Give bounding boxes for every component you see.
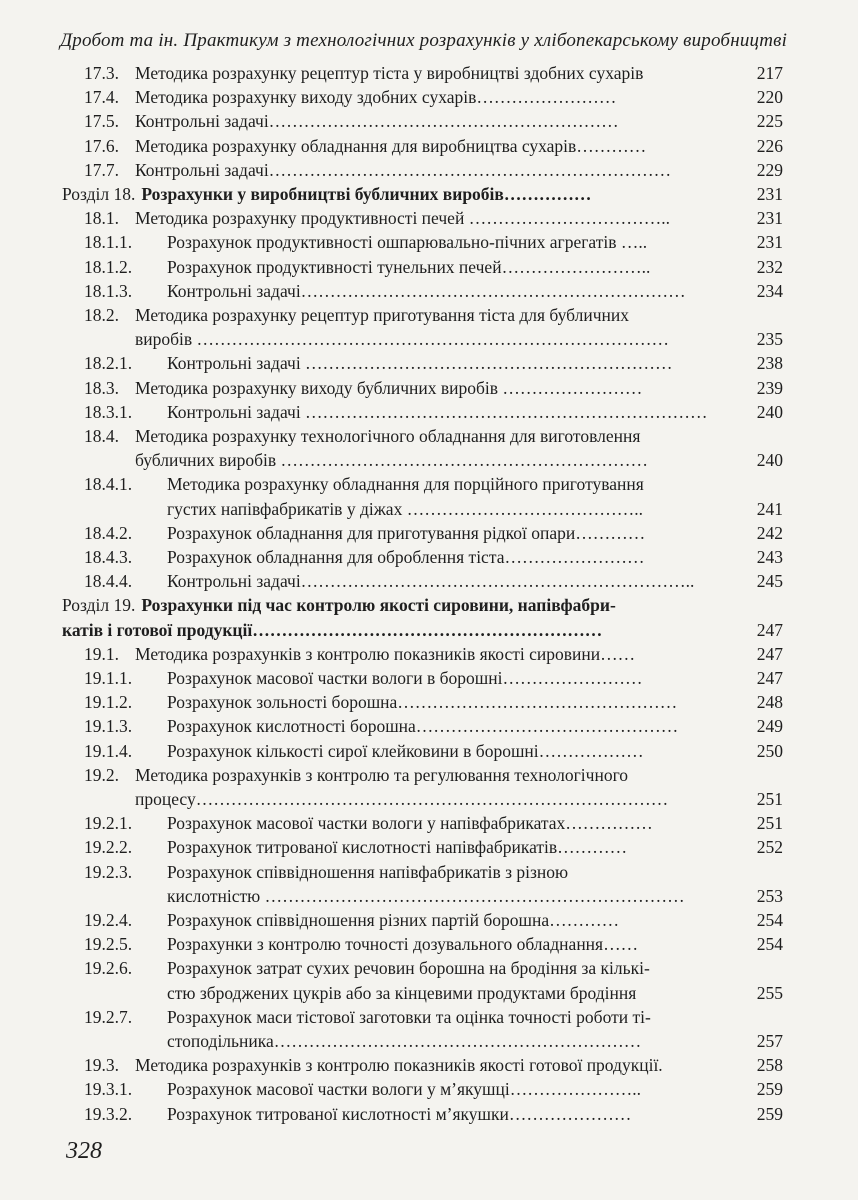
toc-entry-title: Методика розрахунку виходу здобних сухарів…………………… <box>135 87 617 108</box>
running-header: Дробот та ін. Практикум з технологічних розрахунків у хлібопекарському виробництві <box>60 30 788 51</box>
toc-entry-page: 245 <box>756 571 783 592</box>
toc-entry <box>84 135 770 157</box>
toc-entry-page: 250 <box>756 740 783 761</box>
toc-entry-title: Розрахунок обладнання для оброблення тіста…………………… <box>167 547 645 567</box>
toc-entry <box>84 86 770 108</box>
toc-entry <box>84 352 770 374</box>
toc-entry-number: Розділ 18. <box>62 184 136 204</box>
toc-entry-number: 17.4. <box>84 87 119 108</box>
toc-entry <box>84 425 770 447</box>
toc-entry-number: 18.1. <box>84 208 119 229</box>
toc-entry-title: Розрахунок продуктивності тунельних печей…………………….. <box>167 256 651 277</box>
toc-entry <box>84 231 770 253</box>
toc-entry-number: 19.1.3. <box>84 716 133 737</box>
toc-entry-number: 18.2. <box>84 305 119 325</box>
toc-entry <box>84 473 770 495</box>
toc-entry-page: 258 <box>756 1055 783 1076</box>
toc-entry-title: Контрольні задачі………………………………………………………….. <box>167 571 695 592</box>
toc-entry <box>84 715 770 737</box>
toc-entry-title: Методика розрахунку рецептур тіста у виробництві здобних сухарів <box>135 63 644 83</box>
toc-entry-page: 252 <box>756 837 783 858</box>
toc-entry-number: 18.4.3. <box>84 547 133 567</box>
toc-entry-number: 19.3.1. <box>84 1079 133 1100</box>
toc-entry-page: 231 <box>756 232 783 253</box>
toc-entry-page: 235 <box>756 329 783 350</box>
toc-entry <box>84 812 770 834</box>
toc-entry-number: 18.1.1. <box>84 232 133 253</box>
toc-entry-page: 217 <box>756 63 783 83</box>
toc-entry-number: 18.4.2. <box>84 522 133 543</box>
toc-entry-title: Розрахунки під час контролю якості сировини, напівфабри- <box>141 595 616 616</box>
toc-entry <box>84 1103 770 1125</box>
toc-entry <box>84 740 770 762</box>
toc-entry-page: 242 <box>756 522 783 543</box>
toc-entry-title: Розрахунок масової частки вологи у м’якушці………………….. <box>167 1079 641 1100</box>
toc-entry-number: 19.1.4. <box>84 740 133 761</box>
toc-entry-number: 18.3. <box>84 377 119 398</box>
toc-entry <box>84 861 770 883</box>
page-number: 328 <box>66 1138 102 1164</box>
toc-entry-continuation: кислотністю ……………………………………………………………… <box>167 885 685 906</box>
toc-entry-page: 253 <box>756 885 783 906</box>
toc-entry-number: Розділ 19. <box>62 595 136 616</box>
toc-entry-number: 19.2.3. <box>84 861 133 882</box>
toc-entry-number: 17.7. <box>84 159 119 180</box>
toc-entry <box>84 643 770 665</box>
toc-entry-page: 231 <box>756 208 783 229</box>
toc-entry-number: 19.2.2. <box>84 837 133 858</box>
toc-entry-title: Розрахунок масової частки вологи в борошні…………………… <box>167 668 643 688</box>
toc-entry-page: 239 <box>756 377 783 398</box>
toc-entry <box>84 304 770 326</box>
toc-entry <box>84 401 770 423</box>
toc-entry-page: 231 <box>756 184 783 204</box>
toc-entry-page: 251 <box>756 789 783 809</box>
toc-entry-title: Методика розрахунків з контролю показників якості готової продукції. <box>135 1055 663 1076</box>
toc-entry <box>84 256 770 278</box>
toc-entry-title: Методика розрахунку обладнання для виробництва сухарів………… <box>135 135 647 156</box>
toc-entry <box>84 1054 770 1076</box>
toc-entry <box>84 159 770 181</box>
toc-entry-page: 259 <box>756 1079 783 1100</box>
toc-entry-page: 254 <box>756 934 783 955</box>
toc-entry-page: 220 <box>756 87 783 108</box>
toc-entry-number: 19.2.6. <box>84 958 133 979</box>
toc-entry-continuation: стоподільника……………………………………………………… <box>167 1031 642 1051</box>
toc-entry-page: 247 <box>756 643 783 664</box>
toc-entry-continuation: катів і готової продукції…………………………………………………… <box>62 619 603 640</box>
toc-entry-page: 249 <box>756 716 783 737</box>
toc-entry <box>84 570 770 592</box>
toc-entry-number: 17.6. <box>84 135 119 156</box>
toc-entry-title: Контрольні задачі …………………………………………………………… <box>167 401 708 422</box>
toc-entry <box>84 1006 770 1028</box>
toc-entry <box>84 691 770 713</box>
toc-entry-title: Контрольні задачі ……………………………………………………… <box>167 353 673 374</box>
toc-entry-continuation: стю зброджених цукрів або за кінцевими продуктами бродіння <box>167 982 637 1003</box>
toc-entry-number: 18.3.1. <box>84 401 133 422</box>
toc-entry-title: Розрахунок обладнання для приготування рідкої опари………… <box>167 522 646 543</box>
toc-entry-page: 240 <box>756 401 783 422</box>
toc-entry <box>84 377 770 399</box>
toc-entry-page: 254 <box>756 910 783 930</box>
toc-entry-title: Розрахунок кислотності борошна……………………………………… <box>167 716 679 737</box>
toc-entry-title: Розрахунок титрованої кислотності напівфабрикатів………… <box>167 837 628 858</box>
toc-entry-title: Розрахунок масової частки вологи у напівфабрикатах…………… <box>167 813 653 834</box>
toc-entry-title: Контрольні задачі…………………………………………………… <box>135 111 619 132</box>
toc-entry-title: Контрольні задачі………………………………………………………… <box>167 280 686 301</box>
toc-entry-title: Розрахунок зольності борошна………………………………………… <box>167 692 678 713</box>
toc-entry-continuation: процесу……………………………………………………………………… <box>135 789 669 809</box>
toc-entry-title: Розрахунок кількості сирої клейковини в борошні……………… <box>167 740 644 761</box>
toc-entry <box>84 764 770 786</box>
toc-entry-title: Розрахунки у виробництві бубличних виробів…………… <box>141 184 592 204</box>
toc-entry-title: Розрахунок співвідношення напівфабрикатів з різною <box>167 861 569 882</box>
toc-entry-page: 257 <box>756 1031 783 1051</box>
toc-entry <box>62 183 770 205</box>
toc-entry-title: Методика розрахунку технологічного обладнання для виготовлення <box>135 426 641 446</box>
toc-entry-title: Методика розрахунків з контролю показників якості сировини…… <box>135 643 636 664</box>
toc-entry-page: 229 <box>756 159 783 180</box>
toc-entry-number: 19.2.4. <box>84 910 133 930</box>
toc-entry-page: 232 <box>756 256 783 277</box>
toc-entry-number: 17.5. <box>84 111 119 132</box>
toc-entry-page: 251 <box>756 813 783 834</box>
toc-entry-title: Контрольні задачі…………………………………………………………… <box>135 159 672 180</box>
toc-entry-number: 18.4.4. <box>84 571 133 592</box>
toc-entry-page: 238 <box>756 353 783 374</box>
toc-entry-number: 19.2.7. <box>84 1006 133 1027</box>
toc-entry-number: 19.1.1. <box>84 668 133 688</box>
toc-entry-continuation: густих напівфабрикатів у діжах ………………………………….. <box>167 498 643 519</box>
toc-entry-title: Методика розрахунку рецептур приготування тіста для бубличних <box>135 305 630 325</box>
toc-entry-number: 19.2. <box>84 764 119 785</box>
toc-entry-continuation: бубличних виробів ……………………………………………………… <box>135 450 649 471</box>
toc-entry-title: Розрахунок співвідношення різних партій борошна………… <box>167 910 620 930</box>
toc-entry-number: 18.4. <box>84 426 119 446</box>
toc-entry-page: 247 <box>756 668 783 688</box>
toc-entry <box>84 909 770 931</box>
toc-entry-page: 225 <box>756 111 783 132</box>
toc-entry-page: 243 <box>756 547 783 567</box>
toc-entry-title: Розрахунок продуктивності ошпарювально-пічних агрегатів ….. <box>167 232 648 253</box>
toc-entry <box>84 62 770 84</box>
toc-entry <box>84 546 770 568</box>
toc-entry <box>84 836 770 858</box>
toc-entry <box>84 957 770 979</box>
toc-entry <box>84 280 770 302</box>
toc-entry-number: 18.1.2. <box>84 256 133 277</box>
toc-entry-number: 19.1.2. <box>84 692 133 713</box>
toc-entry-continuation: виробів ……………………………………………………………………… <box>135 329 670 350</box>
toc-entry-number: 19.3.2. <box>84 1103 133 1124</box>
toc-entry-page: 240 <box>756 450 783 471</box>
toc-entry-title: Розрахунок маси тістової заготовки та оцінка точності роботи ті- <box>167 1006 651 1027</box>
toc-entry <box>84 207 770 229</box>
toc-entry-number: 19.3. <box>84 1055 119 1076</box>
toc-entry-page: 226 <box>756 135 783 156</box>
toc-entry <box>84 1078 770 1100</box>
toc-entry-number: 18.4.1. <box>84 474 133 495</box>
toc-entry-page: 255 <box>756 982 783 1003</box>
toc-entry <box>62 594 770 616</box>
toc-entry-number: 19.2.5. <box>84 934 133 955</box>
toc-entry-number: 17.3. <box>84 63 119 83</box>
toc-entry-title: Розрахунок титрованої кислотності м’якушки………………… <box>167 1103 632 1124</box>
toc-entry-page: 248 <box>756 692 783 713</box>
toc-entry <box>84 522 770 544</box>
toc-entry-title: Методика розрахунків з контролю та регулювання технологічного <box>135 764 629 785</box>
toc-entry-page: 259 <box>756 1103 783 1124</box>
toc-entry-title: Методика розрахунку виходу бубличних виробів …………………… <box>135 377 643 398</box>
toc-entry-number: 18.1.3. <box>84 280 133 301</box>
toc-entry <box>84 933 770 955</box>
toc-entry <box>84 110 770 132</box>
toc-entry-title: Методика розрахунку продуктивності печей …………………………….. <box>135 208 670 229</box>
toc-entry-number: 19.2.1. <box>84 813 133 834</box>
toc-entry-page: 247 <box>756 619 783 640</box>
toc-entry-number: 18.2.1. <box>84 353 133 374</box>
toc-entry-title: Методика розрахунку обладнання для порційного приготування <box>167 474 644 495</box>
toc-entry-title: Розрахунки з контролю точності дозувального обладнання…… <box>167 934 639 955</box>
toc-entry-number: 19.1. <box>84 643 119 664</box>
toc-entry-title: Розрахунок затрат сухих речовин борошна на бродіння за кількі- <box>167 958 650 979</box>
toc-entry-page: 241 <box>756 498 783 519</box>
toc-entry-page: 234 <box>756 280 783 301</box>
toc-entry <box>84 667 770 689</box>
